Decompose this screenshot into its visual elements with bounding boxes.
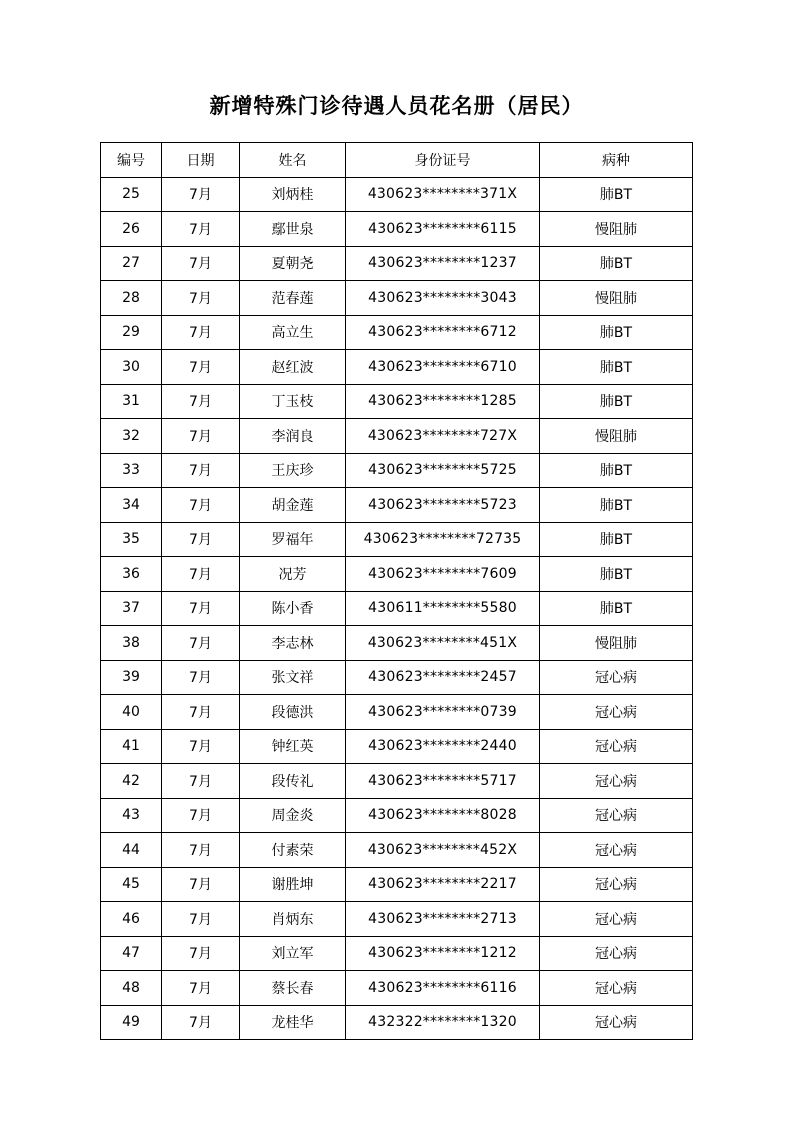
- row-id-number: 430623********371X: [346, 177, 540, 212]
- table-row: [101, 867, 693, 902]
- column-header-date: 日期: [162, 143, 240, 178]
- row-id-number: 430623********2217: [346, 867, 540, 902]
- header-row: [101, 143, 693, 178]
- row-name: 谢胜坤: [240, 867, 346, 902]
- row-number: 46: [101, 902, 162, 937]
- row-id-number: 430623********5725: [346, 453, 540, 488]
- row-date: 7月: [162, 764, 240, 799]
- row-number: 28: [101, 281, 162, 316]
- row-disease: 冠心病: [540, 971, 693, 1006]
- row-id-number: 430623********452X: [346, 833, 540, 868]
- row-date: 7月: [162, 488, 240, 523]
- page-title: 新增特殊门诊待遇人员花名册（居民）: [209, 93, 584, 118]
- row-id-number: 430623********1237: [346, 246, 540, 281]
- row-name: 刘炳桂: [240, 177, 346, 212]
- row-name: 范春莲: [240, 281, 346, 316]
- row-disease: 冠心病: [540, 902, 693, 937]
- row-disease: 冠心病: [540, 1005, 693, 1040]
- row-name: 丁玉枝: [240, 384, 346, 419]
- row-id-number: 430623********1285: [346, 384, 540, 419]
- row-disease: 肺BT: [540, 177, 693, 212]
- row-disease: 肺BT: [540, 557, 693, 592]
- row-date: 7月: [162, 729, 240, 764]
- row-number: 43: [101, 798, 162, 833]
- row-number: 33: [101, 453, 162, 488]
- row-id-number: 430623********5723: [346, 488, 540, 523]
- row-id-number: 430611********5580: [346, 591, 540, 626]
- row-number: 37: [101, 591, 162, 626]
- table-row: [101, 281, 693, 316]
- row-number: 44: [101, 833, 162, 868]
- table-row: [101, 246, 693, 281]
- row-disease: 慢阻肺: [540, 281, 693, 316]
- row-date: 7月: [162, 660, 240, 695]
- row-date: 7月: [162, 522, 240, 557]
- table-row: [101, 971, 693, 1006]
- row-name: 段传礼: [240, 764, 346, 799]
- table-row: [101, 764, 693, 799]
- row-id-number: 430623********7609: [346, 557, 540, 592]
- row-disease: 冠心病: [540, 660, 693, 695]
- row-disease: 肺BT: [540, 384, 693, 419]
- row-date: 7月: [162, 971, 240, 1006]
- row-date: 7月: [162, 902, 240, 937]
- row-disease: 冠心病: [540, 695, 693, 730]
- row-number: 47: [101, 936, 162, 971]
- table-row: [101, 695, 693, 730]
- row-name: 赵红波: [240, 350, 346, 385]
- row-name: 钟红英: [240, 729, 346, 764]
- column-header-name: 姓名: [240, 143, 346, 178]
- row-name: 张文祥: [240, 660, 346, 695]
- row-number: 42: [101, 764, 162, 799]
- row-name: 况芳: [240, 557, 346, 592]
- row-disease: 冠心病: [540, 729, 693, 764]
- table-body: [101, 177, 693, 1040]
- row-number: 39: [101, 660, 162, 695]
- table-row: [101, 729, 693, 764]
- row-id-number: 430623********1212: [346, 936, 540, 971]
- table-row: [101, 419, 693, 454]
- row-name: 周金炎: [240, 798, 346, 833]
- row-number: 40: [101, 695, 162, 730]
- row-date: 7月: [162, 626, 240, 661]
- row-date: 7月: [162, 557, 240, 592]
- table-row: [101, 522, 693, 557]
- table-row: [101, 384, 693, 419]
- table-row: [101, 936, 693, 971]
- row-number: 34: [101, 488, 162, 523]
- row-number: 38: [101, 626, 162, 661]
- roster-table: [100, 142, 693, 1040]
- row-disease: 冠心病: [540, 936, 693, 971]
- table-row: [101, 902, 693, 937]
- row-name: 李志林: [240, 626, 346, 661]
- table-row: [101, 315, 693, 350]
- table-row: [101, 833, 693, 868]
- table-row: [101, 177, 693, 212]
- row-number: 29: [101, 315, 162, 350]
- row-date: 7月: [162, 212, 240, 247]
- row-date: 7月: [162, 281, 240, 316]
- column-header-id-number: 身份证号: [346, 143, 540, 178]
- table-row: [101, 557, 693, 592]
- row-number: 45: [101, 867, 162, 902]
- column-header-disease: 病种: [540, 143, 693, 178]
- row-name: 蔡长春: [240, 971, 346, 1006]
- row-date: 7月: [162, 177, 240, 212]
- row-number: 49: [101, 1005, 162, 1040]
- row-name: 罗福年: [240, 522, 346, 557]
- row-id-number: 430623********5717: [346, 764, 540, 799]
- row-name: 胡金莲: [240, 488, 346, 523]
- row-disease: 冠心病: [540, 867, 693, 902]
- row-id-number: 430623********6116: [346, 971, 540, 1006]
- row-name: 肖炳东: [240, 902, 346, 937]
- row-id-number: 430623********6712: [346, 315, 540, 350]
- row-disease: 肺BT: [540, 453, 693, 488]
- row-disease: 肺BT: [540, 246, 693, 281]
- row-disease: 慢阻肺: [540, 626, 693, 661]
- table-row: [101, 798, 693, 833]
- row-name: 龙桂华: [240, 1005, 346, 1040]
- row-date: 7月: [162, 695, 240, 730]
- table-header: [101, 143, 693, 178]
- table-row: [101, 350, 693, 385]
- row-disease: 肺BT: [540, 488, 693, 523]
- row-date: 7月: [162, 936, 240, 971]
- row-date: 7月: [162, 591, 240, 626]
- row-name: 高立生: [240, 315, 346, 350]
- row-date: 7月: [162, 419, 240, 454]
- row-disease: 冠心病: [540, 798, 693, 833]
- table-row: [101, 212, 693, 247]
- row-id-number: 430623********72735: [346, 522, 540, 557]
- row-id-number: 430623********2713: [346, 902, 540, 937]
- row-disease: 肺BT: [540, 315, 693, 350]
- row-id-number: 430623********2457: [346, 660, 540, 695]
- row-date: 7月: [162, 798, 240, 833]
- row-date: 7月: [162, 867, 240, 902]
- row-number: 27: [101, 246, 162, 281]
- row-name: 鄢世泉: [240, 212, 346, 247]
- row-date: 7月: [162, 315, 240, 350]
- row-disease: 肺BT: [540, 350, 693, 385]
- row-disease: 肺BT: [540, 591, 693, 626]
- table-row: [101, 1005, 693, 1040]
- row-disease: 慢阻肺: [540, 212, 693, 247]
- row-id-number: 430623********6115: [346, 212, 540, 247]
- row-disease: 慢阻肺: [540, 419, 693, 454]
- row-number: 36: [101, 557, 162, 592]
- row-number: 26: [101, 212, 162, 247]
- row-date: 7月: [162, 833, 240, 868]
- row-name: 李润良: [240, 419, 346, 454]
- row-name: 付素荣: [240, 833, 346, 868]
- row-name: 陈小香: [240, 591, 346, 626]
- column-header-number: 编号: [101, 143, 162, 178]
- row-number: 25: [101, 177, 162, 212]
- row-number: 48: [101, 971, 162, 1006]
- row-id-number: 430623********2440: [346, 729, 540, 764]
- table-row: [101, 488, 693, 523]
- table-row: [101, 453, 693, 488]
- row-disease: 肺BT: [540, 522, 693, 557]
- row-id-number: 430623********451X: [346, 626, 540, 661]
- row-id-number: 430623********727X: [346, 419, 540, 454]
- row-number: 30: [101, 350, 162, 385]
- table-row: [101, 660, 693, 695]
- row-number: 32: [101, 419, 162, 454]
- row-name: 王庆珍: [240, 453, 346, 488]
- row-date: 7月: [162, 453, 240, 488]
- row-date: 7月: [162, 246, 240, 281]
- table-row: [101, 626, 693, 661]
- row-id-number: 430623********6710: [346, 350, 540, 385]
- row-name: 段德洪: [240, 695, 346, 730]
- row-disease: 冠心病: [540, 764, 693, 799]
- table-row: [101, 591, 693, 626]
- row-id-number: 432322********1320: [346, 1005, 540, 1040]
- row-disease: 冠心病: [540, 833, 693, 868]
- row-date: 7月: [162, 350, 240, 385]
- row-date: 7月: [162, 384, 240, 419]
- row-date: 7月: [162, 1005, 240, 1040]
- row-number: 41: [101, 729, 162, 764]
- row-id-number: 430623********0739: [346, 695, 540, 730]
- row-name: 刘立军: [240, 936, 346, 971]
- row-id-number: 430623********8028: [346, 798, 540, 833]
- row-number: 31: [101, 384, 162, 419]
- row-id-number: 430623********3043: [346, 281, 540, 316]
- row-number: 35: [101, 522, 162, 557]
- row-name: 夏朝尧: [240, 246, 346, 281]
